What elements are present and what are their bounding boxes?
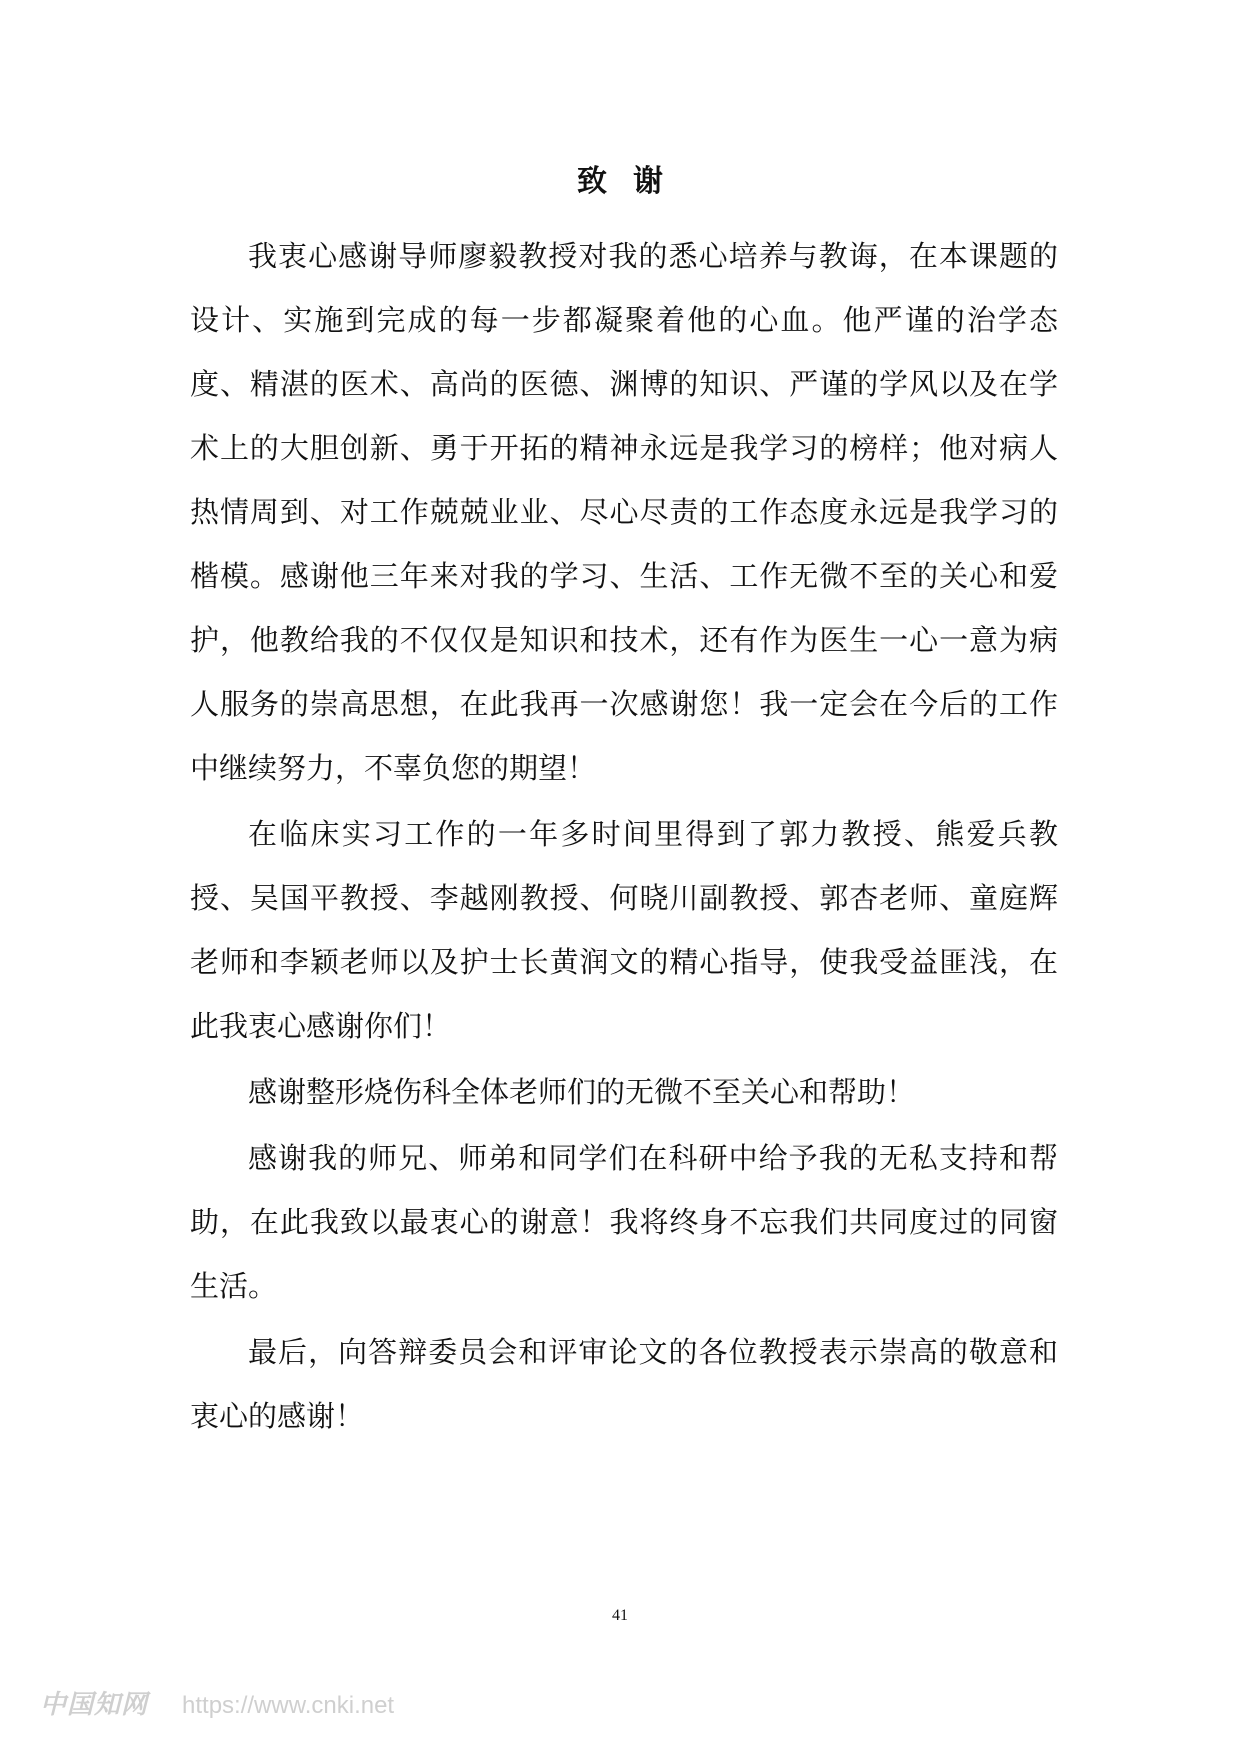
paragraph-clinical-mentors: 在临床实习工作的一年多时间里得到了郭力教授、熊爱兵教授、吴国平教授、李越刚教授、何晓川副教授、郭杏老师、童庭辉老师和李颖老师以及护士长黄润文的精心指导，使我受益匪浅，在此我衷心感谢你们！	[190, 817, 1058, 1043]
paragraph-advisor: 我衷心感谢导师廖毅教授对我的悉心培养与教诲，在本课题的设计、实施到完成的每一步都凝聚着他的心血。他严谨的治学态度、精湛的医术、高尚的医德、渊博的知识、严谨的学风以及在学术上的大胆创新、勇于开拓的精神永远是我学习的榜样；他对病人热情周到、对工作兢兢业业、尽心尽责的工作态度永远是我学习的楷模。感谢他三年来对我的学习、生活、工作无微不至的关心和爱护，他教给我的不仅仅是知识和技术，还有作为医生一心一意为病人服务的崇高思想，在此我再一次感谢您！我一定会在今后的工作中继续努力，不辜负您的期望！	[190, 239, 1058, 785]
cnki-watermark	[40, 1690, 394, 1723]
page-number: 41	[612, 1607, 628, 1624]
paragraph-department: 感谢整形烧伤科全体老师们的无微不至关心和帮助！	[248, 1075, 916, 1109]
paragraph-committee: 最后，向答辩委员会和评审论文的各位教授表示崇高的敬意和衷心的感谢！	[190, 1335, 1058, 1433]
acknowledgement-body	[190, 224, 1058, 1450]
page-title: 致谢	[577, 164, 689, 199]
paragraph-classmates: 感谢我的师兄、师弟和同学们在科研中给予我的无私支持和帮助，在此我致以最衷心的谢意！我将终身不忘我们共同度过的同窗生活。	[190, 1141, 1058, 1303]
cnki-logo: 中国知网	[40, 1690, 149, 1720]
cnki-url: https://www.cnki.net	[182, 1692, 395, 1719]
